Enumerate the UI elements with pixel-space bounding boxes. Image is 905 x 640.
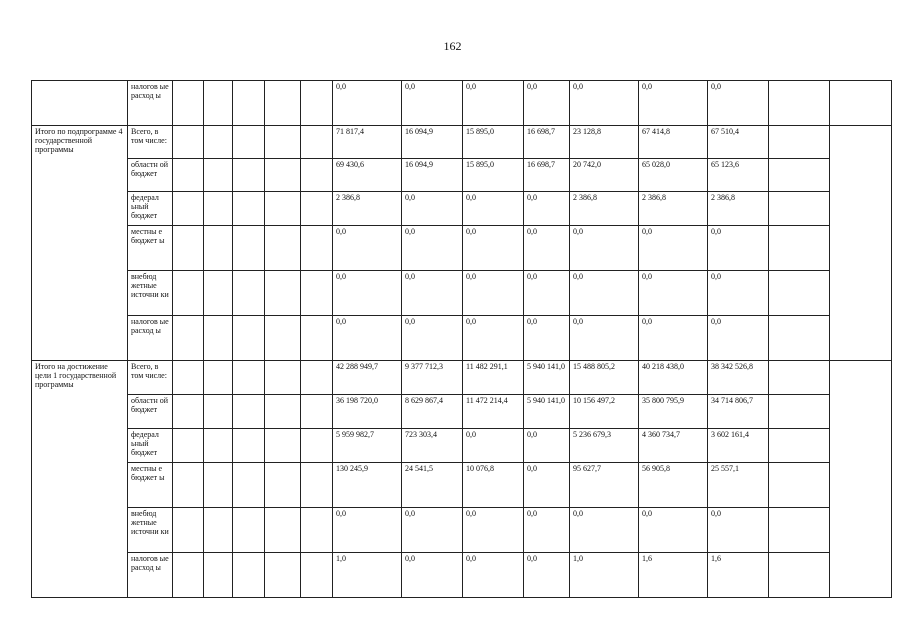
value-cell: 0,0 xyxy=(708,226,769,271)
value-cell: 0,0 xyxy=(524,463,570,508)
table-row xyxy=(32,553,892,598)
value-cell: 11 482 291,1 xyxy=(463,361,524,395)
group-label: Итого по подпрограмме 4 государственной программы xyxy=(32,126,128,361)
value-cell: 10 076,8 xyxy=(463,463,524,508)
value-cell: 0,0 xyxy=(463,226,524,271)
value-cell: 16 094,9 xyxy=(402,159,463,192)
funding-source-cell: местны е бюджет ы xyxy=(128,463,173,508)
value-cell: 0,0 xyxy=(524,81,570,126)
empty-cell xyxy=(265,395,301,429)
table-row xyxy=(32,395,892,429)
empty-cell xyxy=(301,159,333,192)
empty-cell xyxy=(233,81,265,126)
empty-cell xyxy=(173,553,204,598)
value-cell: 0,0 xyxy=(333,271,402,316)
empty-cell xyxy=(204,81,233,126)
funding-source-cell: местны е бюджет ы xyxy=(128,226,173,271)
empty-cell xyxy=(233,553,265,598)
value-cell: 20 742,0 xyxy=(570,159,639,192)
table-row xyxy=(32,361,892,395)
table-row xyxy=(32,126,892,159)
value-cell: 0,0 xyxy=(463,553,524,598)
value-cell: 0,0 xyxy=(639,316,708,361)
empty-cell xyxy=(265,81,301,126)
empty-cell xyxy=(830,126,892,361)
value-cell: 40 218 438,0 xyxy=(639,361,708,395)
value-cell: 2 386,8 xyxy=(708,192,769,226)
empty-cell xyxy=(265,126,301,159)
funding-source-cell: областн ой бюджет xyxy=(128,395,173,429)
empty-cell xyxy=(204,226,233,271)
empty-cell xyxy=(204,463,233,508)
empty-cell xyxy=(769,271,830,316)
value-cell: 23 128,8 xyxy=(570,126,639,159)
empty-cell xyxy=(204,508,233,553)
value-cell: 0,0 xyxy=(463,81,524,126)
empty-cell xyxy=(301,192,333,226)
value-cell: 0,0 xyxy=(708,316,769,361)
empty-cell xyxy=(769,316,830,361)
value-cell: 69 430,6 xyxy=(333,159,402,192)
value-cell: 67 414,8 xyxy=(639,126,708,159)
value-cell: 42 288 949,7 xyxy=(333,361,402,395)
empty-cell xyxy=(301,395,333,429)
value-cell: 56 905,8 xyxy=(639,463,708,508)
empty-cell xyxy=(769,395,830,429)
value-cell: 67 510,4 xyxy=(708,126,769,159)
empty-cell xyxy=(173,429,204,463)
empty-cell xyxy=(204,271,233,316)
table-row xyxy=(32,463,892,508)
group-label: Итого на достижение цели 1 государственной программы xyxy=(32,361,128,598)
value-cell: 0,0 xyxy=(524,316,570,361)
empty-cell xyxy=(265,463,301,508)
empty-cell xyxy=(830,81,892,126)
empty-cell xyxy=(204,553,233,598)
empty-cell xyxy=(769,126,830,159)
table-row xyxy=(32,226,892,271)
value-cell: 0,0 xyxy=(333,508,402,553)
empty-cell xyxy=(265,508,301,553)
value-cell: 0,0 xyxy=(333,81,402,126)
value-cell: 0,0 xyxy=(570,271,639,316)
value-cell: 35 800 795,9 xyxy=(639,395,708,429)
value-cell: 0,0 xyxy=(524,192,570,226)
empty-cell xyxy=(173,361,204,395)
value-cell: 25 557,1 xyxy=(708,463,769,508)
funding-source-cell: федерал ьный бюджет xyxy=(128,192,173,226)
funding-source-cell: налогов ые расход ы xyxy=(128,81,173,126)
empty-cell xyxy=(204,395,233,429)
value-cell: 16 698,7 xyxy=(524,159,570,192)
value-cell: 9 377 712,3 xyxy=(402,361,463,395)
value-cell: 0,0 xyxy=(402,271,463,316)
empty-cell xyxy=(233,361,265,395)
funding-source-cell: внебюд жетные источни ки xyxy=(128,508,173,553)
value-cell: 10 156 497,2 xyxy=(570,395,639,429)
value-cell: 15 895,0 xyxy=(463,126,524,159)
value-cell: 4 360 734,7 xyxy=(639,429,708,463)
value-cell: 0,0 xyxy=(639,271,708,316)
empty-cell xyxy=(301,553,333,598)
value-cell: 130 245,9 xyxy=(333,463,402,508)
funding-source-cell: Всего, в том числе: xyxy=(128,361,173,395)
table-row xyxy=(32,429,892,463)
value-cell: 0,0 xyxy=(570,81,639,126)
empty-cell xyxy=(769,429,830,463)
value-cell: 0,0 xyxy=(570,508,639,553)
value-cell: 1,0 xyxy=(333,553,402,598)
value-cell: 0,0 xyxy=(402,226,463,271)
value-cell: 0,0 xyxy=(639,81,708,126)
empty-cell xyxy=(265,316,301,361)
empty-cell xyxy=(173,463,204,508)
table-row xyxy=(32,271,892,316)
empty-cell xyxy=(769,508,830,553)
empty-cell xyxy=(265,553,301,598)
empty-cell xyxy=(173,192,204,226)
empty-cell xyxy=(769,159,830,192)
value-cell: 5 940 141,0 xyxy=(524,361,570,395)
value-cell: 0,0 xyxy=(708,271,769,316)
empty-cell xyxy=(173,159,204,192)
value-cell: 0,0 xyxy=(639,226,708,271)
empty-cell xyxy=(769,553,830,598)
table-body xyxy=(32,81,892,598)
empty-cell xyxy=(301,508,333,553)
table-row xyxy=(32,81,892,126)
empty-cell xyxy=(233,316,265,361)
empty-cell xyxy=(301,463,333,508)
value-cell: 0,0 xyxy=(402,192,463,226)
empty-cell xyxy=(301,316,333,361)
value-cell: 0,0 xyxy=(463,508,524,553)
empty-cell xyxy=(233,126,265,159)
empty-cell xyxy=(233,508,265,553)
value-cell: 0,0 xyxy=(524,226,570,271)
value-cell: 0,0 xyxy=(463,271,524,316)
value-cell: 0,0 xyxy=(333,226,402,271)
value-cell: 0,0 xyxy=(333,316,402,361)
empty-cell xyxy=(265,361,301,395)
empty-cell xyxy=(233,429,265,463)
empty-cell xyxy=(173,508,204,553)
value-cell: 11 472 214,4 xyxy=(463,395,524,429)
value-cell: 16 698,7 xyxy=(524,126,570,159)
value-cell: 2 386,8 xyxy=(639,192,708,226)
budget-table xyxy=(31,80,892,598)
value-cell: 0,0 xyxy=(639,508,708,553)
value-cell: 2 386,8 xyxy=(570,192,639,226)
value-cell: 15 895,0 xyxy=(463,159,524,192)
empty-cell xyxy=(233,192,265,226)
value-cell: 1,0 xyxy=(570,553,639,598)
empty-cell xyxy=(265,159,301,192)
empty-cell xyxy=(265,192,301,226)
table-row xyxy=(32,159,892,192)
empty-cell xyxy=(204,316,233,361)
value-cell: 0,0 xyxy=(524,508,570,553)
value-cell: 0,0 xyxy=(524,429,570,463)
empty-cell xyxy=(769,192,830,226)
empty-cell xyxy=(301,126,333,159)
empty-cell xyxy=(301,226,333,271)
value-cell: 5 959 982,7 xyxy=(333,429,402,463)
value-cell: 2 386,8 xyxy=(333,192,402,226)
empty-cell xyxy=(173,126,204,159)
value-cell: 0,0 xyxy=(463,316,524,361)
empty-cell xyxy=(265,226,301,271)
value-cell: 36 198 720,0 xyxy=(333,395,402,429)
empty-cell xyxy=(204,192,233,226)
empty-cell xyxy=(265,271,301,316)
value-cell: 5 940 141,0 xyxy=(524,395,570,429)
empty-cell xyxy=(173,81,204,126)
empty-cell xyxy=(233,159,265,192)
page-number: 162 xyxy=(443,39,462,53)
value-cell: 0,0 xyxy=(463,429,524,463)
empty-cell xyxy=(173,395,204,429)
empty-cell xyxy=(301,361,333,395)
value-cell: 723 303,4 xyxy=(402,429,463,463)
value-cell: 0,0 xyxy=(463,192,524,226)
value-cell: 5 236 679,3 xyxy=(570,429,639,463)
value-cell: 0,0 xyxy=(524,271,570,316)
funding-source-cell: Всего, в том числе: xyxy=(128,126,173,159)
table-row xyxy=(32,316,892,361)
value-cell: 71 817,4 xyxy=(333,126,402,159)
empty-cell xyxy=(769,226,830,271)
value-cell: 0,0 xyxy=(570,226,639,271)
group-label xyxy=(32,81,128,126)
value-cell: 0,0 xyxy=(402,81,463,126)
empty-cell xyxy=(301,81,333,126)
value-cell: 0,0 xyxy=(708,508,769,553)
value-cell: 0,0 xyxy=(402,508,463,553)
value-cell: 0,0 xyxy=(402,553,463,598)
funding-source-cell: внебюд жетные источни ки xyxy=(128,271,173,316)
empty-cell xyxy=(173,226,204,271)
value-cell: 8 629 867,4 xyxy=(402,395,463,429)
empty-cell xyxy=(233,226,265,271)
table-row xyxy=(32,508,892,553)
value-cell: 0,0 xyxy=(570,316,639,361)
funding-source-cell: налогов ые расход ы xyxy=(128,316,173,361)
funding-source-cell: областн ой бюджет xyxy=(128,159,173,192)
value-cell: 1,6 xyxy=(708,553,769,598)
empty-cell xyxy=(173,271,204,316)
empty-cell xyxy=(233,271,265,316)
empty-cell xyxy=(769,463,830,508)
empty-cell xyxy=(173,316,204,361)
value-cell: 38 342 526,8 xyxy=(708,361,769,395)
empty-cell xyxy=(301,271,333,316)
empty-cell xyxy=(769,81,830,126)
value-cell: 34 714 806,7 xyxy=(708,395,769,429)
value-cell: 0,0 xyxy=(708,81,769,126)
table-row xyxy=(32,192,892,226)
empty-cell xyxy=(233,463,265,508)
empty-cell xyxy=(204,429,233,463)
funding-source-cell: налогов ые расход ы xyxy=(128,553,173,598)
value-cell: 0,0 xyxy=(524,553,570,598)
empty-cell xyxy=(233,395,265,429)
value-cell: 15 488 805,2 xyxy=(570,361,639,395)
empty-cell xyxy=(204,126,233,159)
empty-cell xyxy=(204,159,233,192)
empty-cell xyxy=(204,361,233,395)
value-cell: 24 541,5 xyxy=(402,463,463,508)
empty-cell xyxy=(301,429,333,463)
value-cell: 65 123,6 xyxy=(708,159,769,192)
value-cell: 0,0 xyxy=(402,316,463,361)
value-cell: 1,6 xyxy=(639,553,708,598)
empty-cell xyxy=(265,429,301,463)
value-cell: 16 094,9 xyxy=(402,126,463,159)
value-cell: 3 602 161,4 xyxy=(708,429,769,463)
value-cell: 65 028,0 xyxy=(639,159,708,192)
funding-source-cell: федерал ьный бюджет xyxy=(128,429,173,463)
empty-cell xyxy=(769,361,830,395)
empty-cell xyxy=(830,361,892,598)
value-cell: 95 627,7 xyxy=(570,463,639,508)
